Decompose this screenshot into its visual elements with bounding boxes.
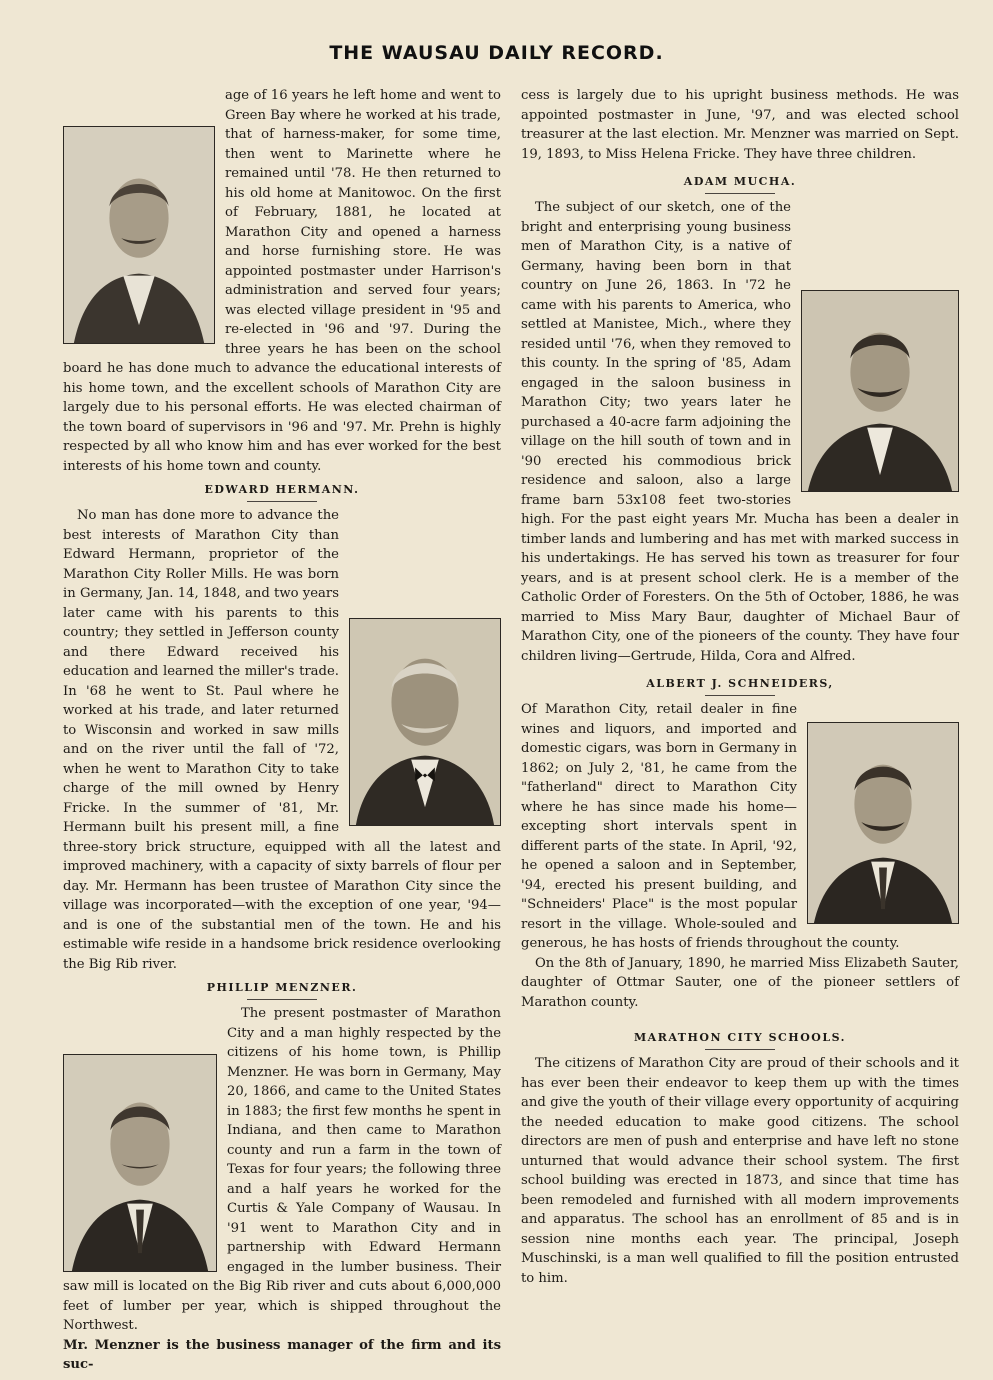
portrait-mucha: [801, 290, 959, 492]
heading-adam-mucha: ADAM MUCHA.: [521, 174, 959, 194]
menzner-biography-continued: cess is largely due to his upright business methods. He was appointed postmaster in June, '97, and was elected school treasurer at the last election. Mr. Menzner was married on Sept. 19, 1893, to Miss Helena Fricke. They have three children.: [521, 88, 959, 162]
hermann-biography: No man has done more to advance the best interests of Marathon City than Edward Hermann, proprietor of the Marathon City Roller Mills. He was born in Germany, Jan. 14, 1848, and two years later came with his parents to this country; they settled in Jefferson county and there Edward received his education and learned the miller's trade. In '68 he went to St. Paul where he worked at his trade, and later returned to Wisconsin and worked in saw mills and on the river until the fall of '72, when he went to Marathon City to take charge of the mill owned by Henry Fricke. In the summer of '81, Mr. Hermann built his present mill, a fine three-story brick structure, equipped with all the latest and improved machinery, with a capacity of sixty barrels of flour per day. Mr. Hermann has been trustee of Marathon City since the village was incorporated—with the exception of one year, '94—and is one of the substantial men of the town. He and his estimable wife reside in a handsome brick residence overlooking the Big Rib river.: [63, 508, 501, 972]
heading-albert-schneiders: ALBERT J. SCHNEIDERS,: [521, 676, 959, 696]
menzner-biography: The present postmaster of Marathon City and a man highly respected by the citizens of his home town, is Phillip Menzner. He was born in Germany, May 20, 1866, and came to the United States in 1883; the first few months he spent in Indiana, and then came to Marathon county and run a farm in the town of Texas for four years; the following three and a half years he worked for the Curtis & Yale Company of Wausau. In '91 went to Marathon City and in partnership with Edward Hermann engaged in the lumber business. Their saw mill is located on the Big Rib river and cuts about 6,000,000 feet of lumber per year, which is shipped throughout the Northwest.: [63, 1006, 501, 1333]
left-column: [63, 86, 501, 1375]
heading-phillip-menzner: PHILLIP MENZNER.: [63, 980, 501, 1000]
heading-edward-hermann: EDWARD HERMANN.: [63, 482, 501, 502]
portrait-hermann: [349, 618, 501, 826]
prehn-biography: age of 16 years he left home and went to Green Bay where he worked at his trade, that of harness-maker, for some time, then went to Marinette where he remained until '78. He then returned to his old home at Manitowoc. On the first of February, 1881, he located at Marathon City and opened a harness and horse furnishing store. He was appointed postmaster under Harrison's administration and served four years; was elected village president in '95 and re-elected in '96 and '97. During the three years he has been on the school board he has done much to advance the educational interests of his home town, and the excellent schools of Marathon City are largely due to his personal efforts. He was elected chairman of the town board of supervisors in '96 and '97. Mr. Prehn is highly respected by all who know him and has ever worked for the best interests of his home town and county.: [63, 88, 501, 474]
menzner-continued-line: Mr. Menzner is the business manager of the firm and its suc-: [63, 1337, 501, 1372]
mucha-biography: The subject of our sketch, one of the bright and enterprising young business men of Marathon City, is a native of Germany, having been born in that country on June 26, 1863. In '72 he came with his parents to America, who settled at Manistee, Mich., where they resided until '76, when they removed to this county. In the spring of '85, Adam engaged in the saloon business in Marathon City; two years later he purchased a 40-acre farm adjoining the village on the hill south of town and in '90 erected his commodious brick residence and saloon, also a large frame barn 53x108 feet two-stories high. For the past eight years Mr. Mucha has been a dealer in timber lands and lumbering and has met with marked success in his undertakings. He has served his town as treasurer for four years, and is at present school clerk. He is a member of the Catholic Order of Foresters. On the 5th of October, 1886, he was married to Miss Mary Baur, daughter of Michael Baur of Marathon City, one of the pioneers of the county. They have four children living—Gertrude, Hilda, Cora and Alfred.: [521, 200, 959, 664]
masthead-title: THE WAUSAU DAILY RECORD.: [329, 42, 664, 64]
portrait-menzner: [63, 1054, 217, 1272]
portrait-schneiders: [807, 722, 959, 924]
schools-article: The citizens of Marathon City are proud of their schools and it has ever been their endeavor to keep them up with the times and give the youth of their village every opportunity of acquiring the needed education to make good citizens. The school directors are men of push and enterprise and have left no stone unturned that would advance their school system. The first school building was erected in 1873, and since that time has been remodeled and furnished with all modern improvements and apparatus. The school has an enrollment of 85 and is in session nine months each year. The principal, Joseph Muschinski, is a man well qualified to fill the position entrusted to him.: [521, 1056, 959, 1286]
schneiders-marriage: On the 8th of January, 1890, he married Miss Elizabeth Sauter, daughter of Ottmar Sauter, one of the pioneer settlers of Marathon county.: [521, 955, 959, 1010]
heading-marathon-city-schools: MARATHON CITY SCHOOLS.: [521, 1030, 959, 1050]
right-column: [521, 86, 959, 1288]
schneiders-biography: Of Marathon City, retail dealer in fine wines and liquors, and imported and domestic cigars, was born in Germany in 1862; on July 2, '81, he came from the "fatherland" direct to Marathon City where he has since made his home—excepting short intervals spent in different parts of the state. In April, '92, he opened a saloon and in September, '94, erected his present building, and "Schneiders' Place" is the most popular resort in the village. Whole-souled and generous, he has hosts of friends throughout the county.: [521, 702, 900, 951]
portrait-prehn: [63, 126, 215, 344]
